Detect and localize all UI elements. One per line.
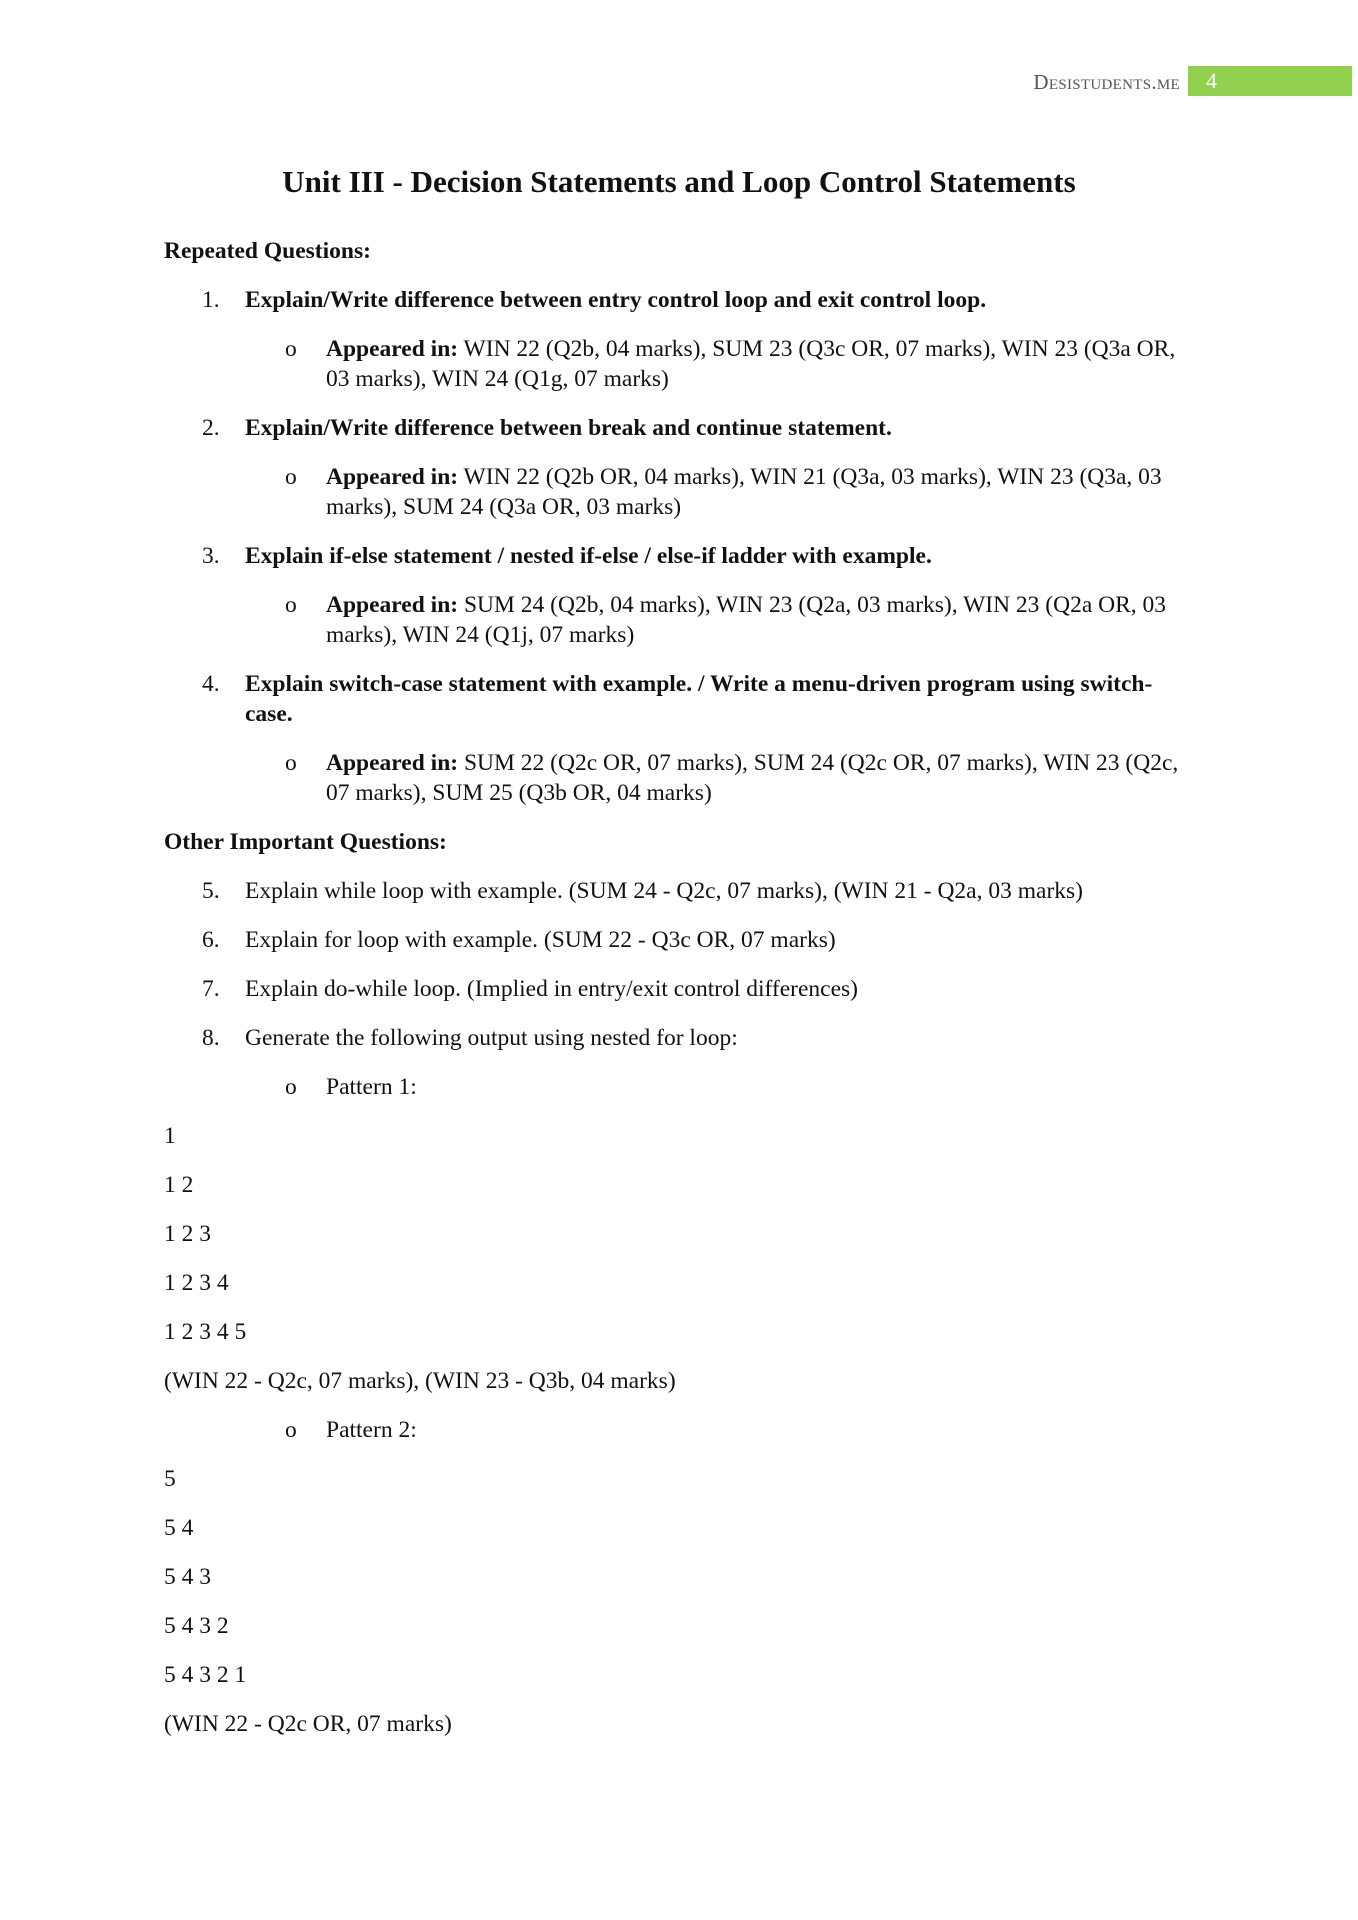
question-item — [164, 876, 1194, 906]
pattern-line: 5 — [164, 1466, 176, 1492]
pattern-block — [164, 1072, 1194, 1396]
question-text: Explain while loop with example. (SUM 24 - Q2c, 07 marks), (WIN 21 - Q2a, 03 marks) — [245, 878, 1083, 904]
question-text: Explain/Write difference between break and continue statement. — [245, 415, 892, 441]
bullet-marker: o — [285, 464, 297, 490]
question-text: Explain if-else statement / nested if-else / else-if ladder with example. — [245, 543, 932, 569]
appeared-in-text: SUM 24 (Q2b, 04 marks), WIN 23 (Q2a, 03 marks), WIN 23 (Q2a OR, 03 marks), WIN 24 (Q1j, 07 marks) — [326, 592, 1167, 648]
pattern-line: 1 2 3 4 — [164, 1270, 229, 1296]
appeared-in-item — [164, 590, 1194, 650]
appeared-in-label: Appeared in: — [326, 464, 459, 490]
question-item — [164, 669, 1194, 729]
header-site-name: Desistudents.me — [1033, 70, 1180, 94]
pattern-line: 1 — [164, 1123, 176, 1149]
page-number-badge: 4 — [1188, 66, 1352, 96]
appeared-in-text: WIN 22 (Q2b, 04 marks), SUM 23 (Q3c OR, 07 marks), WIN 23 (Q3a OR, 03 marks), WIN 24 (Q1g, 07 marks) — [326, 336, 1176, 392]
question-item — [164, 925, 1194, 955]
question-number: 3. — [202, 543, 220, 569]
question-item — [164, 285, 1194, 315]
pattern-line: 1 2 3 — [164, 1221, 211, 1247]
question-item — [164, 541, 1194, 571]
repeated-questions-list — [164, 285, 1194, 808]
bullet-marker: o — [285, 592, 297, 618]
bullet-marker: o — [285, 336, 297, 362]
pattern-heading — [164, 1072, 1194, 1102]
question-number: 2. — [202, 415, 220, 441]
question-text: Explain for loop with example. (SUM 22 - Q3c OR, 07 marks) — [245, 927, 836, 953]
repeated-questions-heading: Repeated Questions: — [164, 238, 371, 264]
question-text: Explain switch-case statement with example. / Write a menu-driven program using switch-case. — [245, 671, 1153, 727]
document-body — [164, 236, 1194, 1758]
pattern-line: 5 4 — [164, 1515, 194, 1541]
other-questions-heading: Other Important Questions: — [164, 829, 447, 855]
other-questions-list — [164, 876, 1194, 1053]
question-number: 1. — [202, 287, 220, 313]
bullet-marker: o — [285, 1417, 297, 1443]
pattern-line: 1 2 3 4 5 — [164, 1319, 247, 1345]
question-text: Explain do-while loop. (Implied in entry/exit control differences) — [245, 976, 858, 1002]
pattern-reference: (WIN 22 - Q2c OR, 07 marks) — [164, 1711, 452, 1737]
bullet-marker: o — [285, 750, 297, 776]
question-number: 7. — [202, 976, 220, 1002]
pattern-line: 1 2 — [164, 1172, 194, 1198]
question-group — [164, 541, 1194, 650]
appeared-in-label: Appeared in: — [326, 750, 459, 776]
bullet-marker: o — [285, 1074, 297, 1100]
pattern-heading — [164, 1415, 1194, 1445]
question-number: 5. — [202, 878, 220, 904]
question-item — [164, 1023, 1194, 1053]
question-number: 6. — [202, 927, 220, 953]
appeared-in-label: Appeared in: — [326, 592, 459, 618]
question-text: Generate the following output using nested for loop: — [245, 1025, 738, 1051]
pattern-line: 5 4 3 — [164, 1564, 211, 1590]
question-item — [164, 413, 1194, 443]
question-number: 8. — [202, 1025, 220, 1051]
appeared-in-label: Appeared in: — [326, 336, 459, 362]
question-group — [164, 413, 1194, 522]
pattern-line: 5 4 3 2 1 — [164, 1662, 247, 1688]
appeared-in-text: SUM 22 (Q2c OR, 07 marks), SUM 24 (Q2c OR, 07 marks), WIN 23 (Q2c, 07 marks), SUM 25 (Q3b OR, 04 marks) — [326, 750, 1179, 806]
pattern-line: 5 4 3 2 — [164, 1613, 229, 1639]
pattern-label: Pattern 1: — [326, 1074, 417, 1100]
appeared-in-text: WIN 22 (Q2b OR, 04 marks), WIN 21 (Q3a, 03 marks), WIN 23 (Q3a, 03 marks), SUM 24 (Q3a OR, 03 marks) — [326, 464, 1162, 520]
question-group — [164, 285, 1194, 394]
appeared-in-item — [164, 462, 1194, 522]
pattern-block — [164, 1415, 1194, 1739]
appeared-in-item — [164, 748, 1194, 808]
pattern-label: Pattern 2: — [326, 1417, 417, 1443]
appeared-in-item — [164, 334, 1194, 394]
question-item — [164, 974, 1194, 1004]
question-text: Explain/Write difference between entry control loop and exit control loop. — [245, 287, 987, 313]
page-title: Unit III - Decision Statements and Loop Control Statements — [282, 164, 1076, 199]
question-number: 4. — [202, 671, 220, 697]
question-group — [164, 669, 1194, 808]
pattern-reference: (WIN 22 - Q2c, 07 marks), (WIN 23 - Q3b, 04 marks) — [164, 1368, 676, 1394]
